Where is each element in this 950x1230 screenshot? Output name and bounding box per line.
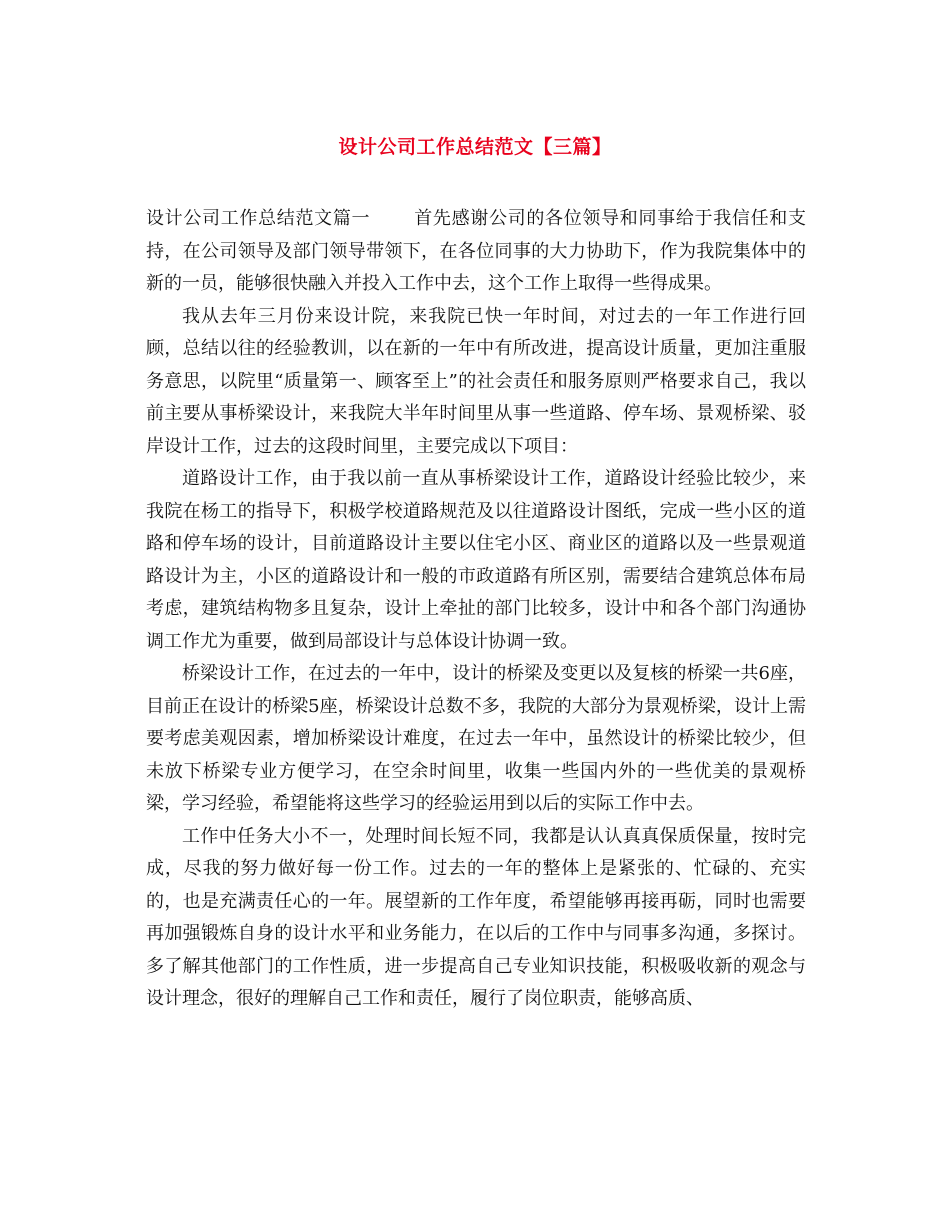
paragraph-4: 桥梁设计工作，在过去的一年中，设计的桥梁及变更以及复核的桥梁一共6座，目前正在设计的桥梁5座，桥梁设计总数不多，我院的大部分为景观桥梁，设计上需要考虑美观因素，增加桥梁设计难度，在过去一年中，虽然设计的桥梁比较少，但未放下桥梁专业方便学习，在空余时间里，收集一些国内外的一些优美的景观桥梁，学习经验，希望能将这些学习的经验运用到以后的实际工作中去。 bbox=[146, 663, 806, 814]
section-heading: 设计公司工作总结范文篇一 bbox=[146, 208, 371, 229]
document-title: 设计公司工作总结范文【三篇】 bbox=[338, 136, 612, 158]
paragraph-3: 道路设计工作，由于我以前一直从事桥梁设计工作，道路设计经验比较少，来我院在杨工的指导下，积极学校道路规范及以往道路设计图纸，完成一些小区的道路和停车场的设计，目前道路设计主要以住宅小区、商业区的道路以及一些景观道路设计为主，小区的道路设计和一般的市政道路有所区别，需要结合建筑总体布局考虑，建筑结构物多且复杂，设计上牵扯的部门比较多，设计中和各个部门沟通协调工作尤为重要，做到局部设计与总体设计协调一致。 bbox=[146, 468, 806, 652]
document-body bbox=[146, 203, 806, 1016]
paragraph-1 bbox=[146, 203, 806, 301]
paragraph-2: 我从去年三月份来设计院，来我院已快一年时间，对过去的一年工作进行回顾，总结以往的经验教训，以在新的一年中有所改进，提高设计质量，更加注重服务意思，以院里“质量第一、顾客至上”的社会责任和服务原则严格要求自己，我以前主要从事桥梁设计，来我院大半年时间里从事一些道路、停车场、景观桥梁、驳岸设计工作，过去的这段时间里，主要完成以下项目： bbox=[146, 305, 806, 457]
paragraph-5: 工作中任务大小不一，处理时间长短不同，我都是认认真真保质保量，按时完成，尽我的努力做好每一份工作。过去的一年的整体上是紧张的、忙碌的、充实的，也是充满责任心的一年。展望新的工作年度，希望能够再接再砺，同时也需要再加强锻炼自身的设计水平和业务能力，在以后的工作中与同事多沟通，多探讨。多了解其他部门的工作性质，进一步提高自己专业知识技能，积极吸收新的观念与设计理念，很好的理解自己工作和责任，履行了岗位职责，能够高质、 bbox=[146, 825, 806, 1009]
paragraph-1-text: 首先感谢公司的各位领导和同事给于我信任和支持，在公司领导及部门领导带领下，在各位同事的大力协助下，作为我院集体中的新的一员，能够很快融入并投入工作中去，这个工作上取得一些得成果。 bbox=[146, 208, 806, 294]
